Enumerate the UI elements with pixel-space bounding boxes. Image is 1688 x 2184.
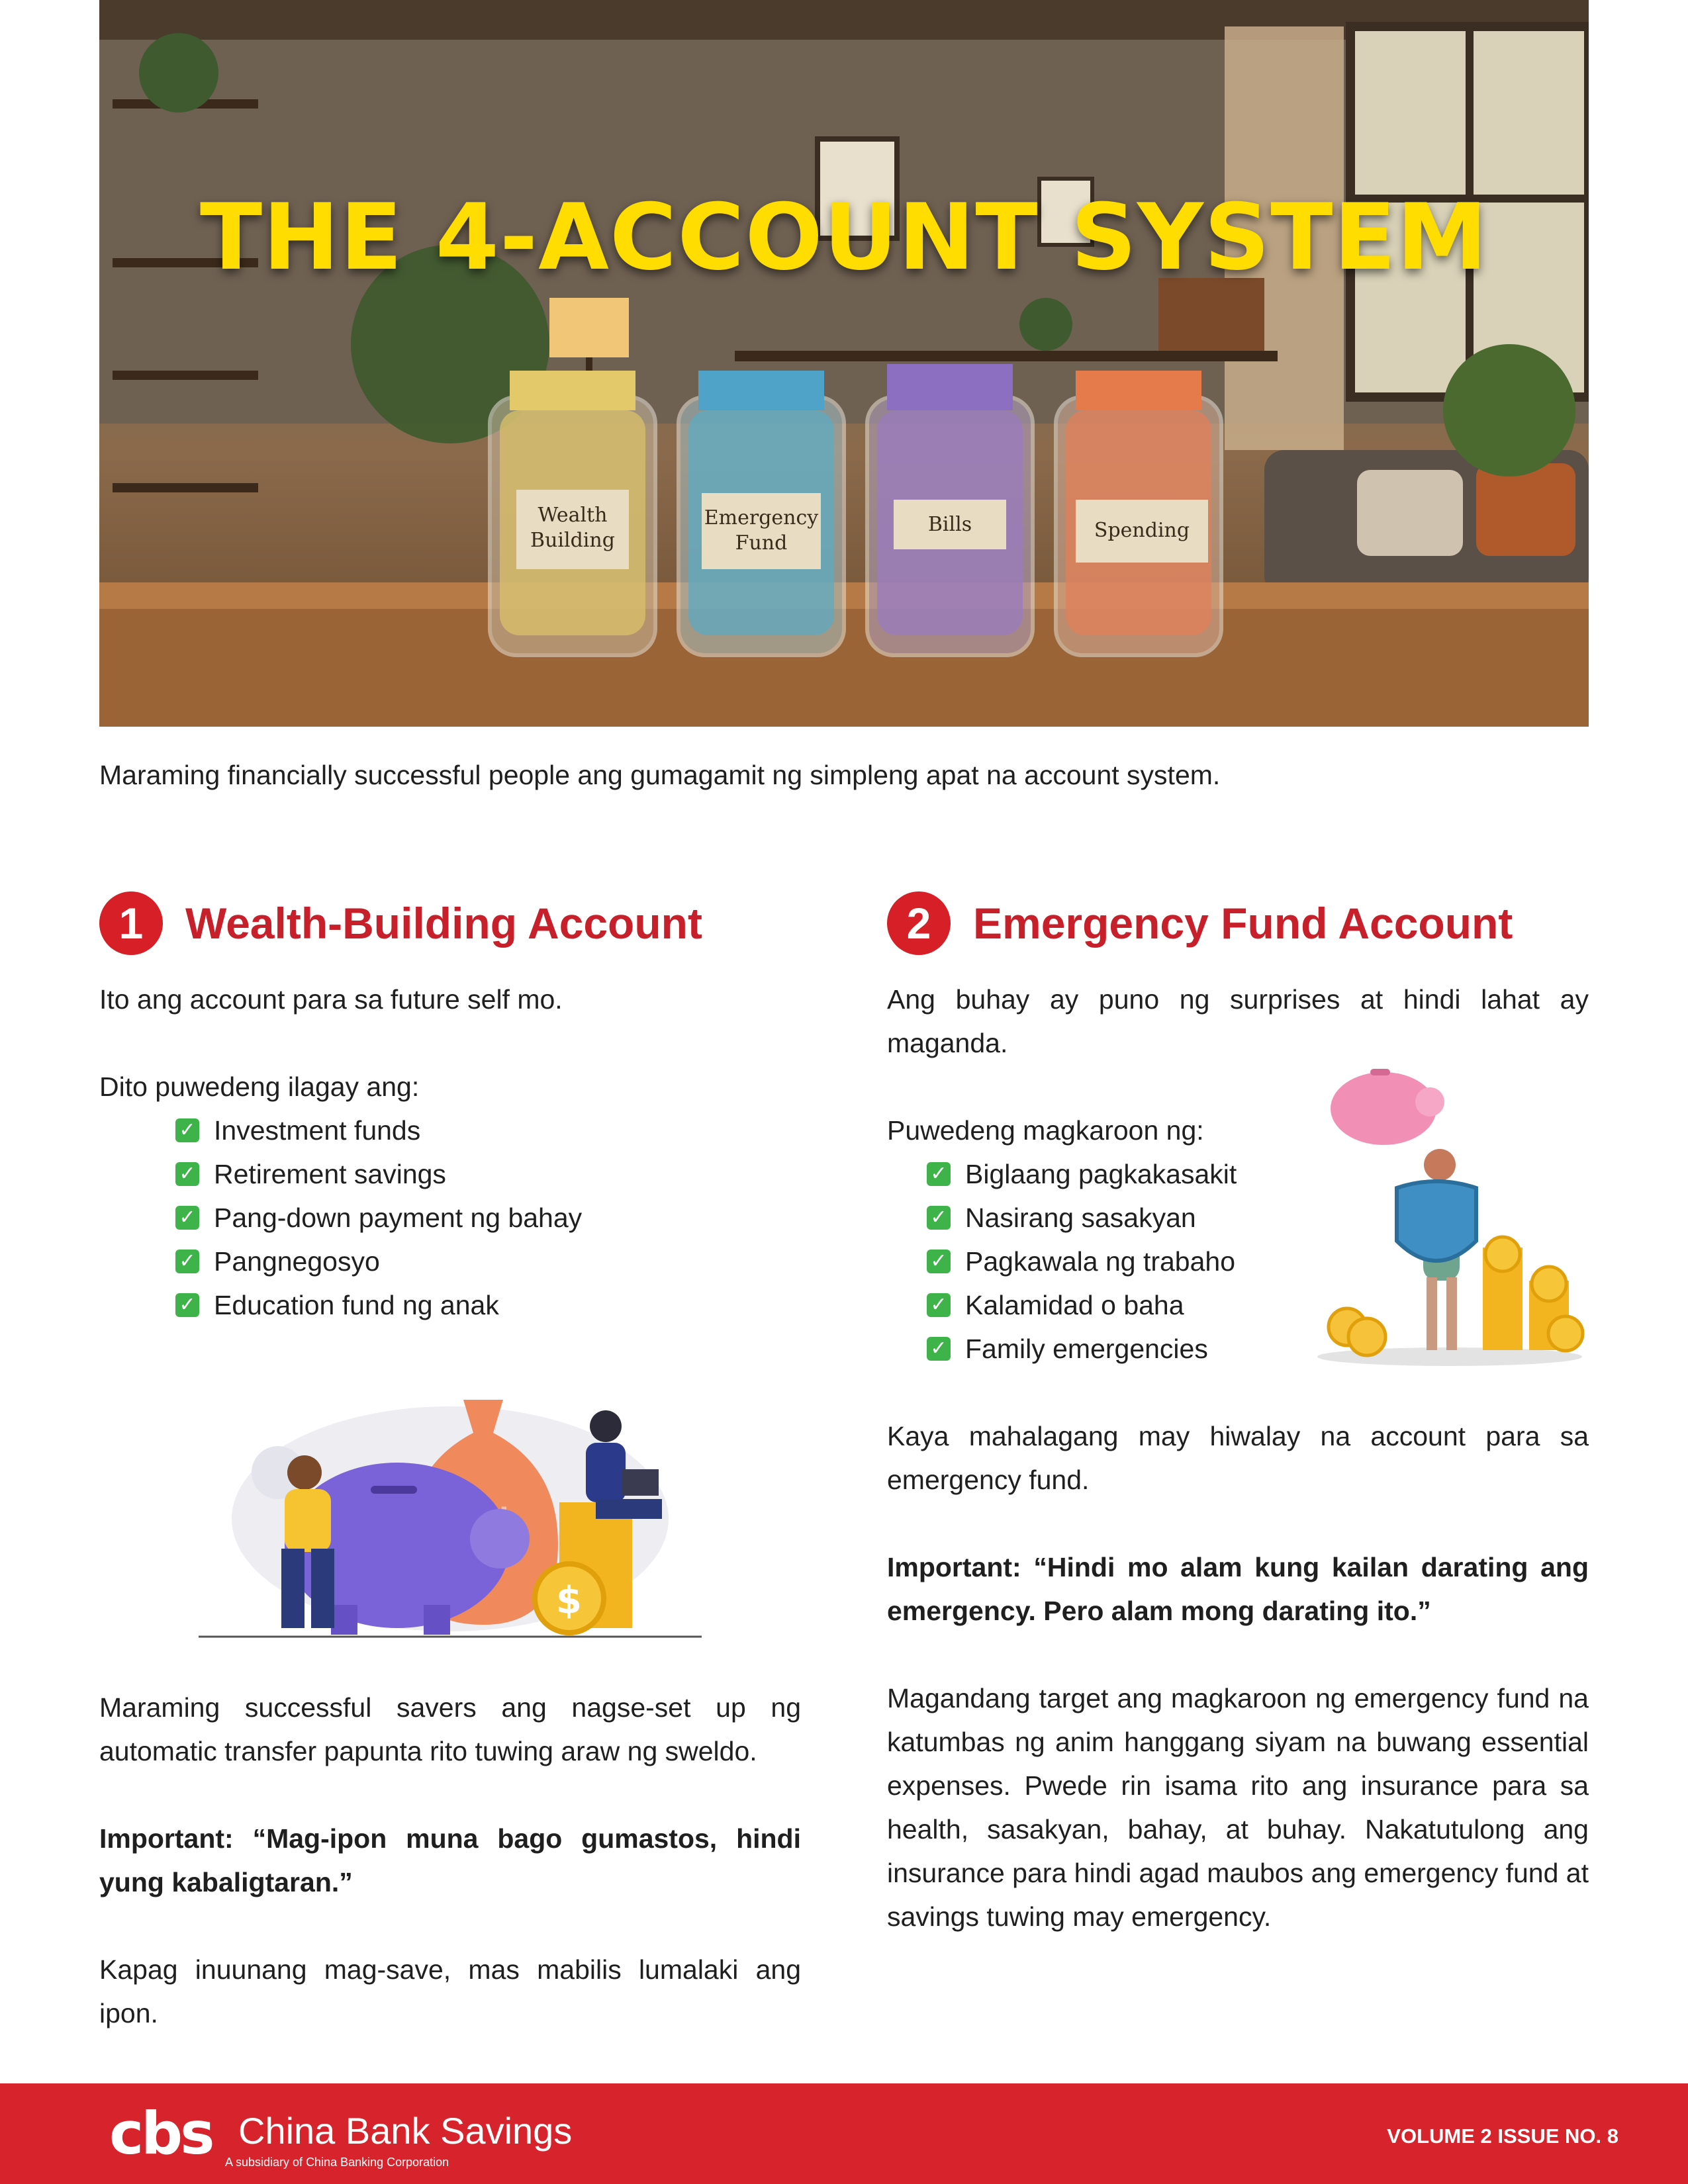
important-note: Important: “Mag-ipon muna bago gumastos, hindi yung kabaligtaran.” xyxy=(99,1823,801,1897)
page-title: THE 4-ACCOUNT SYSTEM xyxy=(199,184,1489,291)
brand-tagline: A subsidiary of China Banking Corporation xyxy=(225,2156,449,2169)
issue-number: VOLUME 2 ISSUE NO. 8 xyxy=(1387,2124,1618,2148)
paragraph: Maraming successful savers ang nagse-set up ng automatic transfer papunta rito tuwing araw ng sweldo. xyxy=(99,1692,801,1766)
jar-label-emergency: Emergency Fund xyxy=(704,506,819,555)
checkmark-icon: ✓ xyxy=(175,1118,199,1142)
jar-label-wealth: Wealth Building xyxy=(530,504,615,552)
checkmark-icon: ✓ xyxy=(175,1162,199,1186)
section-title: Wealth-Building Account xyxy=(185,899,702,948)
checkmark-icon: ✓ xyxy=(927,1337,951,1361)
checkmark-icon: ✓ xyxy=(175,1293,199,1317)
section-heading xyxy=(99,890,801,956)
list-item-label: Kalamidad o baha xyxy=(965,1290,1184,1320)
checkmark-icon: ✓ xyxy=(927,1250,951,1273)
paragraph: Kapag inuunang mag-save, mas mabilis lumalaki ang ipon. xyxy=(99,1954,801,2028)
number-badge: 1 xyxy=(99,891,163,955)
list-item-label: Nasirang sasakyan xyxy=(965,1203,1196,1233)
brand-name: China Bank Savings xyxy=(238,2110,573,2152)
paragraph: Ang buhay ay puno ng surprises at hindi lahat ay maganda. xyxy=(887,984,1589,1058)
wealth-building-section xyxy=(99,890,801,2035)
list-item-label: Pang-down payment ng bahay xyxy=(214,1203,583,1233)
paragraph: Kaya mahalagang may hiwalay na account para sa emergency fund. xyxy=(887,1421,1589,1495)
important-note: Important: “Hindi mo alam kung kailan darating ang emergency. Pero alam mong darating ito.” xyxy=(887,1552,1589,1626)
list-item-label: Retirement savings xyxy=(214,1159,446,1189)
list-item-label: Family emergencies xyxy=(965,1334,1208,1364)
list-item-label: Education fund ng anak xyxy=(214,1290,499,1320)
shield-savings-illustration xyxy=(1311,1056,1589,1367)
section-heading xyxy=(887,890,1589,956)
list-item-label: Biglaang pagkakasakit xyxy=(965,1159,1237,1189)
paragraph: Ito ang account para sa future self mo. xyxy=(99,984,563,1015)
list-item xyxy=(175,1240,801,1283)
hero-image xyxy=(99,0,1589,727)
jar-label-spending: Spending xyxy=(1094,519,1190,542)
emergency-fund-section xyxy=(887,890,1589,1938)
list-item-label: Pagkawala ng trabaho xyxy=(965,1246,1236,1277)
list-intro: Puwedeng magkaroon ng: xyxy=(887,1115,1204,1146)
list-item xyxy=(175,1283,801,1327)
list-item xyxy=(175,1152,801,1196)
list-item-label: Pangnegosyo xyxy=(214,1246,380,1277)
cbs-logo: cbs xyxy=(109,2099,212,2167)
piggy-bank-illustration xyxy=(199,1373,702,1645)
section-title: Emergency Fund Account xyxy=(973,899,1513,948)
jar-label-bills: Bills xyxy=(927,513,972,536)
paragraph: Magandang target ang magkaroon ng emergency fund na katumbas ng anim hanggang siyam na buwang essential expenses. Pwede rin isama rito ang insurance para sa health, sasakyan, bahay, at buhay. Nakatutulong ang insurance para hindi agad maubos ang emergency fund at savings tuwing may emergency. xyxy=(887,1683,1589,1932)
intro-text: Maraming financially successful people ang gumagamit ng simpleng apat na account system. xyxy=(99,760,1221,790)
checkmark-icon: ✓ xyxy=(927,1293,951,1317)
checkmark-icon: ✓ xyxy=(927,1206,951,1230)
checkmark-icon: ✓ xyxy=(175,1206,199,1230)
checkmark-icon: ✓ xyxy=(927,1162,951,1186)
list-item xyxy=(175,1109,801,1152)
checkmark-icon: ✓ xyxy=(175,1250,199,1273)
room-illustration xyxy=(99,0,1589,727)
checklist xyxy=(175,1109,801,1327)
list-item xyxy=(175,1196,801,1240)
svg-text:$: $ xyxy=(556,1579,582,1622)
number-badge: 2 xyxy=(887,891,951,955)
list-item-label: Investment funds xyxy=(214,1115,421,1146)
list-intro: Dito puwedeng ilagay ang: xyxy=(99,1071,420,1102)
footer-bar xyxy=(0,2083,1688,2184)
